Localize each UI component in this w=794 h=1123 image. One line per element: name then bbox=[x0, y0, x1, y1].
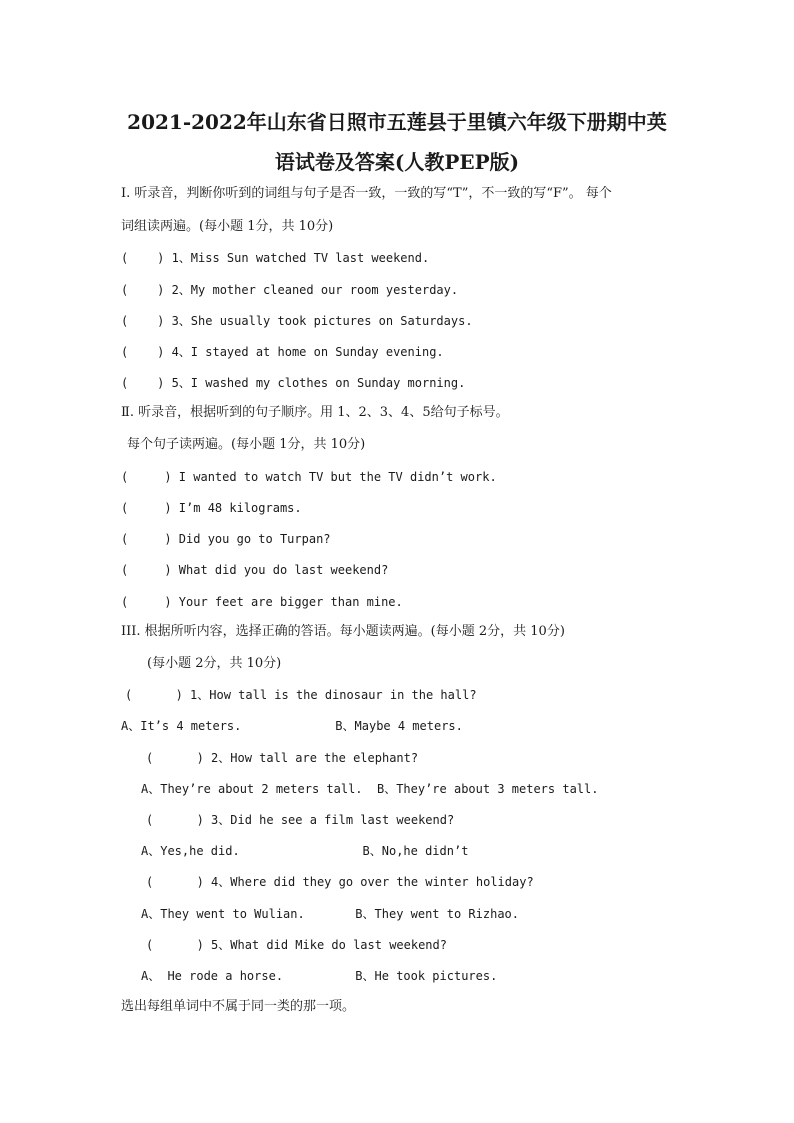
section3-question-5-options: A、 He rode a horse. B、He took pictures. bbox=[141, 969, 498, 983]
section1-item-3: ( ) 3、She usually took pictures on Saturdays. bbox=[121, 314, 473, 328]
section3-question-3-options: A、Yes,he did. B、No,he didn’t bbox=[141, 844, 469, 858]
section1-item-5: ( ) 5、I washed my clothes on Sunday morning. bbox=[121, 376, 466, 390]
section2-item-3: ( ) Did you go to Turpan? bbox=[121, 532, 331, 546]
section2-item-2: ( ) I’m 48 kilograms. bbox=[121, 501, 302, 515]
section3-heading-line-2: (每小题 2分，共 10分) bbox=[147, 656, 282, 671]
section2-item-4: ( ) What did you do last weekend? bbox=[121, 563, 389, 577]
section2-heading-line-2: 每个句子读两遍。(每小题 1分，共 10分) bbox=[127, 437, 366, 452]
section3-question-1-options: A、It’s 4 meters. B、Maybe 4 meters. bbox=[121, 719, 463, 733]
section3-question-5: ( ) 5、What did Mike do last weekend? bbox=[146, 938, 447, 952]
section3-question-2: ( ) 2、How tall are the elephant? bbox=[146, 751, 419, 765]
section3-heading-line-1: III. 根据所听内容，选择正确的答语。每小题读两遍。(每小题 2分，共 10分) bbox=[121, 624, 565, 639]
section1-heading-line-2: 词组读两遍。(每小题 1分，共 10分) bbox=[121, 219, 334, 234]
section3-question-4: ( ) 4、Where did they go over the winter holiday? bbox=[146, 875, 534, 889]
section1-item-4: ( ) 4、I stayed at home on Sunday evening. bbox=[121, 345, 444, 359]
section2-item-1: ( ) I wanted to watch TV but the TV didn’t work. bbox=[121, 470, 497, 484]
section1-item-2: ( ) 2、My mother cleaned our room yesterday. bbox=[121, 283, 459, 297]
section4-heading: 选出每组单词中不属于同一类的那一项。 bbox=[121, 999, 356, 1014]
section2-item-5: ( ) Your feet are bigger than mine. bbox=[121, 595, 403, 609]
section3-question-2-options: A、They’re about 2 meters tall. B、They’re about 3 meters tall. bbox=[141, 782, 599, 796]
section3-question-1: ( ) 1、How tall is the dinosaur in the hall? bbox=[125, 688, 477, 702]
document-title-line-1: 2021-2022年山东省日照市五莲县于里镇六年级下册期中英 bbox=[127, 110, 667, 134]
section3-question-3: ( ) 3、Did he see a film last weekend? bbox=[146, 813, 455, 827]
section3-question-4-options: A、They went to Wulian. B、They went to Rizhao. bbox=[141, 907, 520, 921]
section1-item-1: ( ) 1、Miss Sun watched TV last weekend. bbox=[121, 251, 430, 265]
document-title-line-2: 语试卷及答案(人教PEP版) bbox=[274, 150, 520, 174]
section2-heading-line-1: Ⅱ. 听录音，根据听到的句子顺序。用 1、2、3、4、5给句子标号。 bbox=[121, 405, 509, 420]
section1-heading-line-1: Ⅰ. 听录音，判断你听到的词组与句子是否一致，一致的写“T”，不一致的写“F”。 每个 bbox=[121, 186, 612, 201]
